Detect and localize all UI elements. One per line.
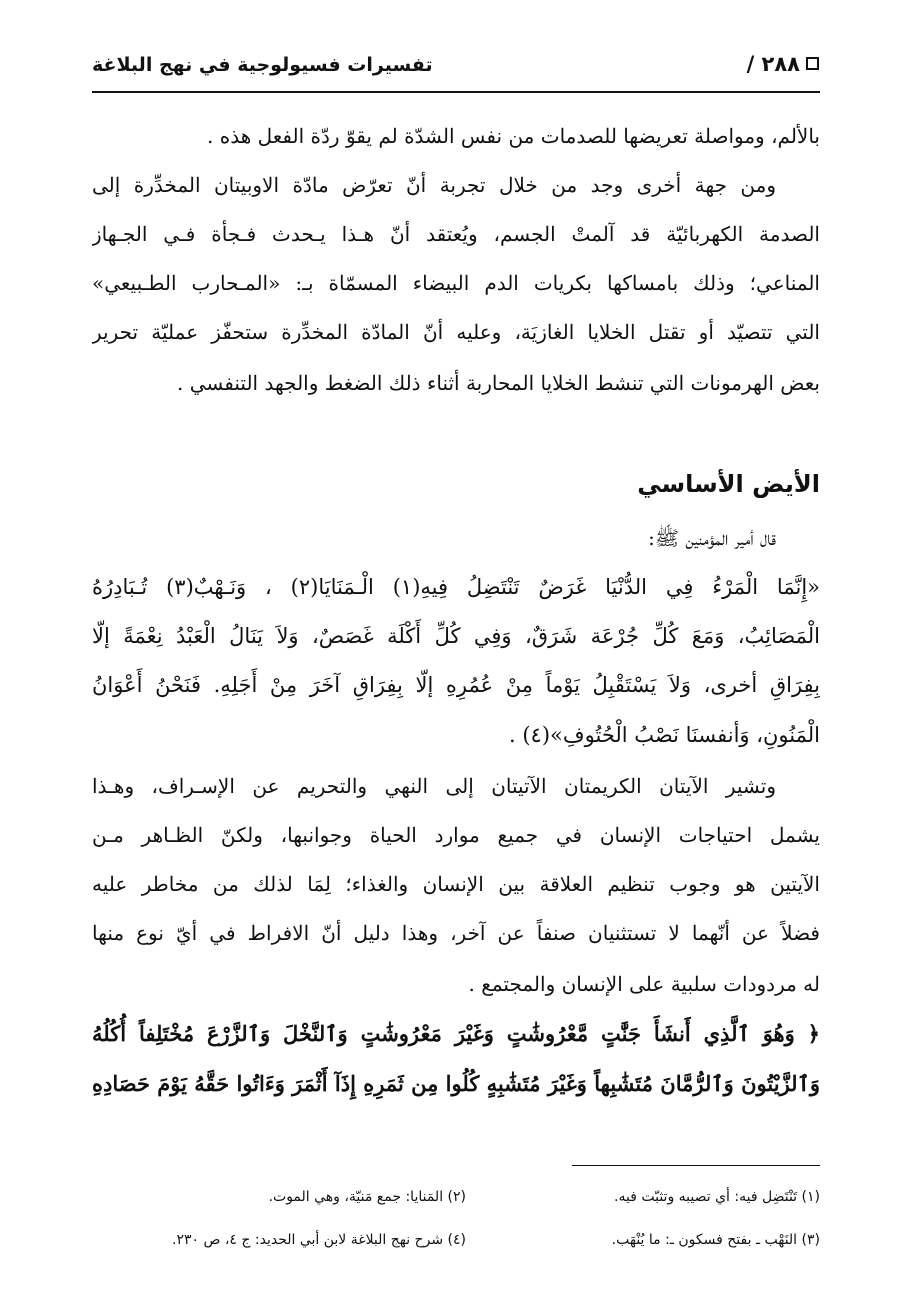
quote-intro: قال أمير المؤمنين ﷺ: <box>648 526 776 550</box>
quote-line: الْمَنُونِ، وَأنفسنَا نَصْبُ الْحُتُوفِ»(٤) . <box>509 723 820 747</box>
header-rule <box>92 91 820 93</box>
body-line: وتشير الآيتان الكريمتان الآتيتان إلى النهي والتحريم عن الإسـراف، وهـذا <box>92 774 776 798</box>
footnote-4: (٤) شرح نهج البلاغة لابن أبي الحديد: ج ٤، ص ٢٣٠. <box>172 1232 466 1248</box>
quran-verse-line: ﴿ وَهُوَ ٱلَّذِي أَنشَأَ جَنَّٰتٍ مَّعْرُوشَٰتٍ وَغَيْرَ مَعْرُوشَٰتٍ وَٱلنَّخْلَ وَٱلزَّرْعَ مُخْتَلِفاً أُكُلُهُ <box>92 1021 820 1046</box>
quote-line: بِفِرَاقِ أخرى، وَلاَ يَسْتَقْبِلُ يَوْماً مِنْ عُمُرِهِ إلّا بِفِرَاقِ آخَرَ مِنْ أَجَلِهِ. فَنَحْنُ أَعْوَانُ <box>92 673 820 697</box>
quran-verse-line: وَٱلزَّيْتُونَ وَٱلرُّمَّانَ مُتَشَٰبِهاً وَغَيْرَ مُتَشَٰبِهٍ كُلُوا مِن ثَمَرِهِ إِذَآ أَثْمَرَ وَءَاتُوا حَقَّهُ يَوْمَ حَصَادِهِ <box>92 1071 820 1096</box>
body-line: بالألم، ومواصلة تعريضها للصدمات من نفس الشدّة لم يقوّ ردّة الفعل هذه . <box>207 124 820 148</box>
body-line: الآيتين هو وجوب تنظيم العلاقة بين الإنسان والغذاء؛ لِمَا لذلك من مخاطر عليه <box>92 872 820 896</box>
body-line: فضلاً عن أنّهما لا تستثنيان صنفاً عن آخر، وهذا دليل أنّ الافراط في أيّ نوع منها <box>92 921 820 945</box>
body-line: الصدمة الكهربائيّة قد آلمتْ الجسم، ويُعتقد أنّ هـذا يـحدث فـجأة فـي الجـهاز <box>92 222 820 246</box>
body-line: يشمل احتياجات الإنسان في جميع موارد الحياة وجوانبها، ولكنّ الظـاهر مـن <box>92 823 820 847</box>
body-line: التي تتصيّد أو تقتل الخلايا الغازيَة، وعليه أنّ المادّة المخدِّرة ستحفّز عمليّة تحرير <box>92 320 820 344</box>
square-ornament-icon <box>806 57 819 70</box>
body-line: بعض الهرمونات التي تنشط الخلايا المحاربة أثناء ذلك الضغط والجهد التنفسي . <box>177 371 820 395</box>
body-line: ومن جهة أخرى وجد من خلال تجربة أنّ تعرّض مادّة الاوبيتان المخدِّرة إلى <box>92 173 776 197</box>
quote-line: الْمَصَائِبُ، وَمَعَ كُلِّ جُرْعَة شَرَقٌ، وَفِي كُلِّ أَكْلَة غَصَصٌ، وَلاَ يَنَالُ الْعَبْدُ نِعْمَةً إلّا <box>92 624 820 648</box>
quote-line: «إِنَّمَا الْمَرْءُ فِي الدُّنْيَا غَرَضٌ تَنْتَضِلُ فِيهِ(١) الْـمَنَايَا(٢) ، وَنَـهْبٌ(٣) تُـبَادِرُهُ <box>92 575 820 599</box>
footnote-rule <box>572 1165 820 1166</box>
footnote-2: (٢) المَنايا: جمع مَنيّة، وهي الموت. <box>268 1189 466 1205</box>
body-line: المناعي؛ وذلك بامساكها بكريات الدم البيضاء المسمّاة بـ: «المـحارب الطـبيعي» <box>92 271 820 295</box>
page-number: ٢٨٨ / <box>747 52 819 76</box>
footnote-3: (٣) النَهْب ـ بفتح فسكون ـ: ما يُنْهَب. <box>611 1232 820 1248</box>
footnote-1: (١) تَنْتَضِل فيه: أي تصيبه وتثبّت فيه. <box>614 1189 820 1205</box>
body-line: له مردودات سلبية على الإنسان والمجتمع . <box>468 972 820 996</box>
section-heading: الأيض الأساسي <box>637 470 820 498</box>
running-title: تفسيرات فسيولوجية في نهج البلاغة <box>92 54 433 76</box>
